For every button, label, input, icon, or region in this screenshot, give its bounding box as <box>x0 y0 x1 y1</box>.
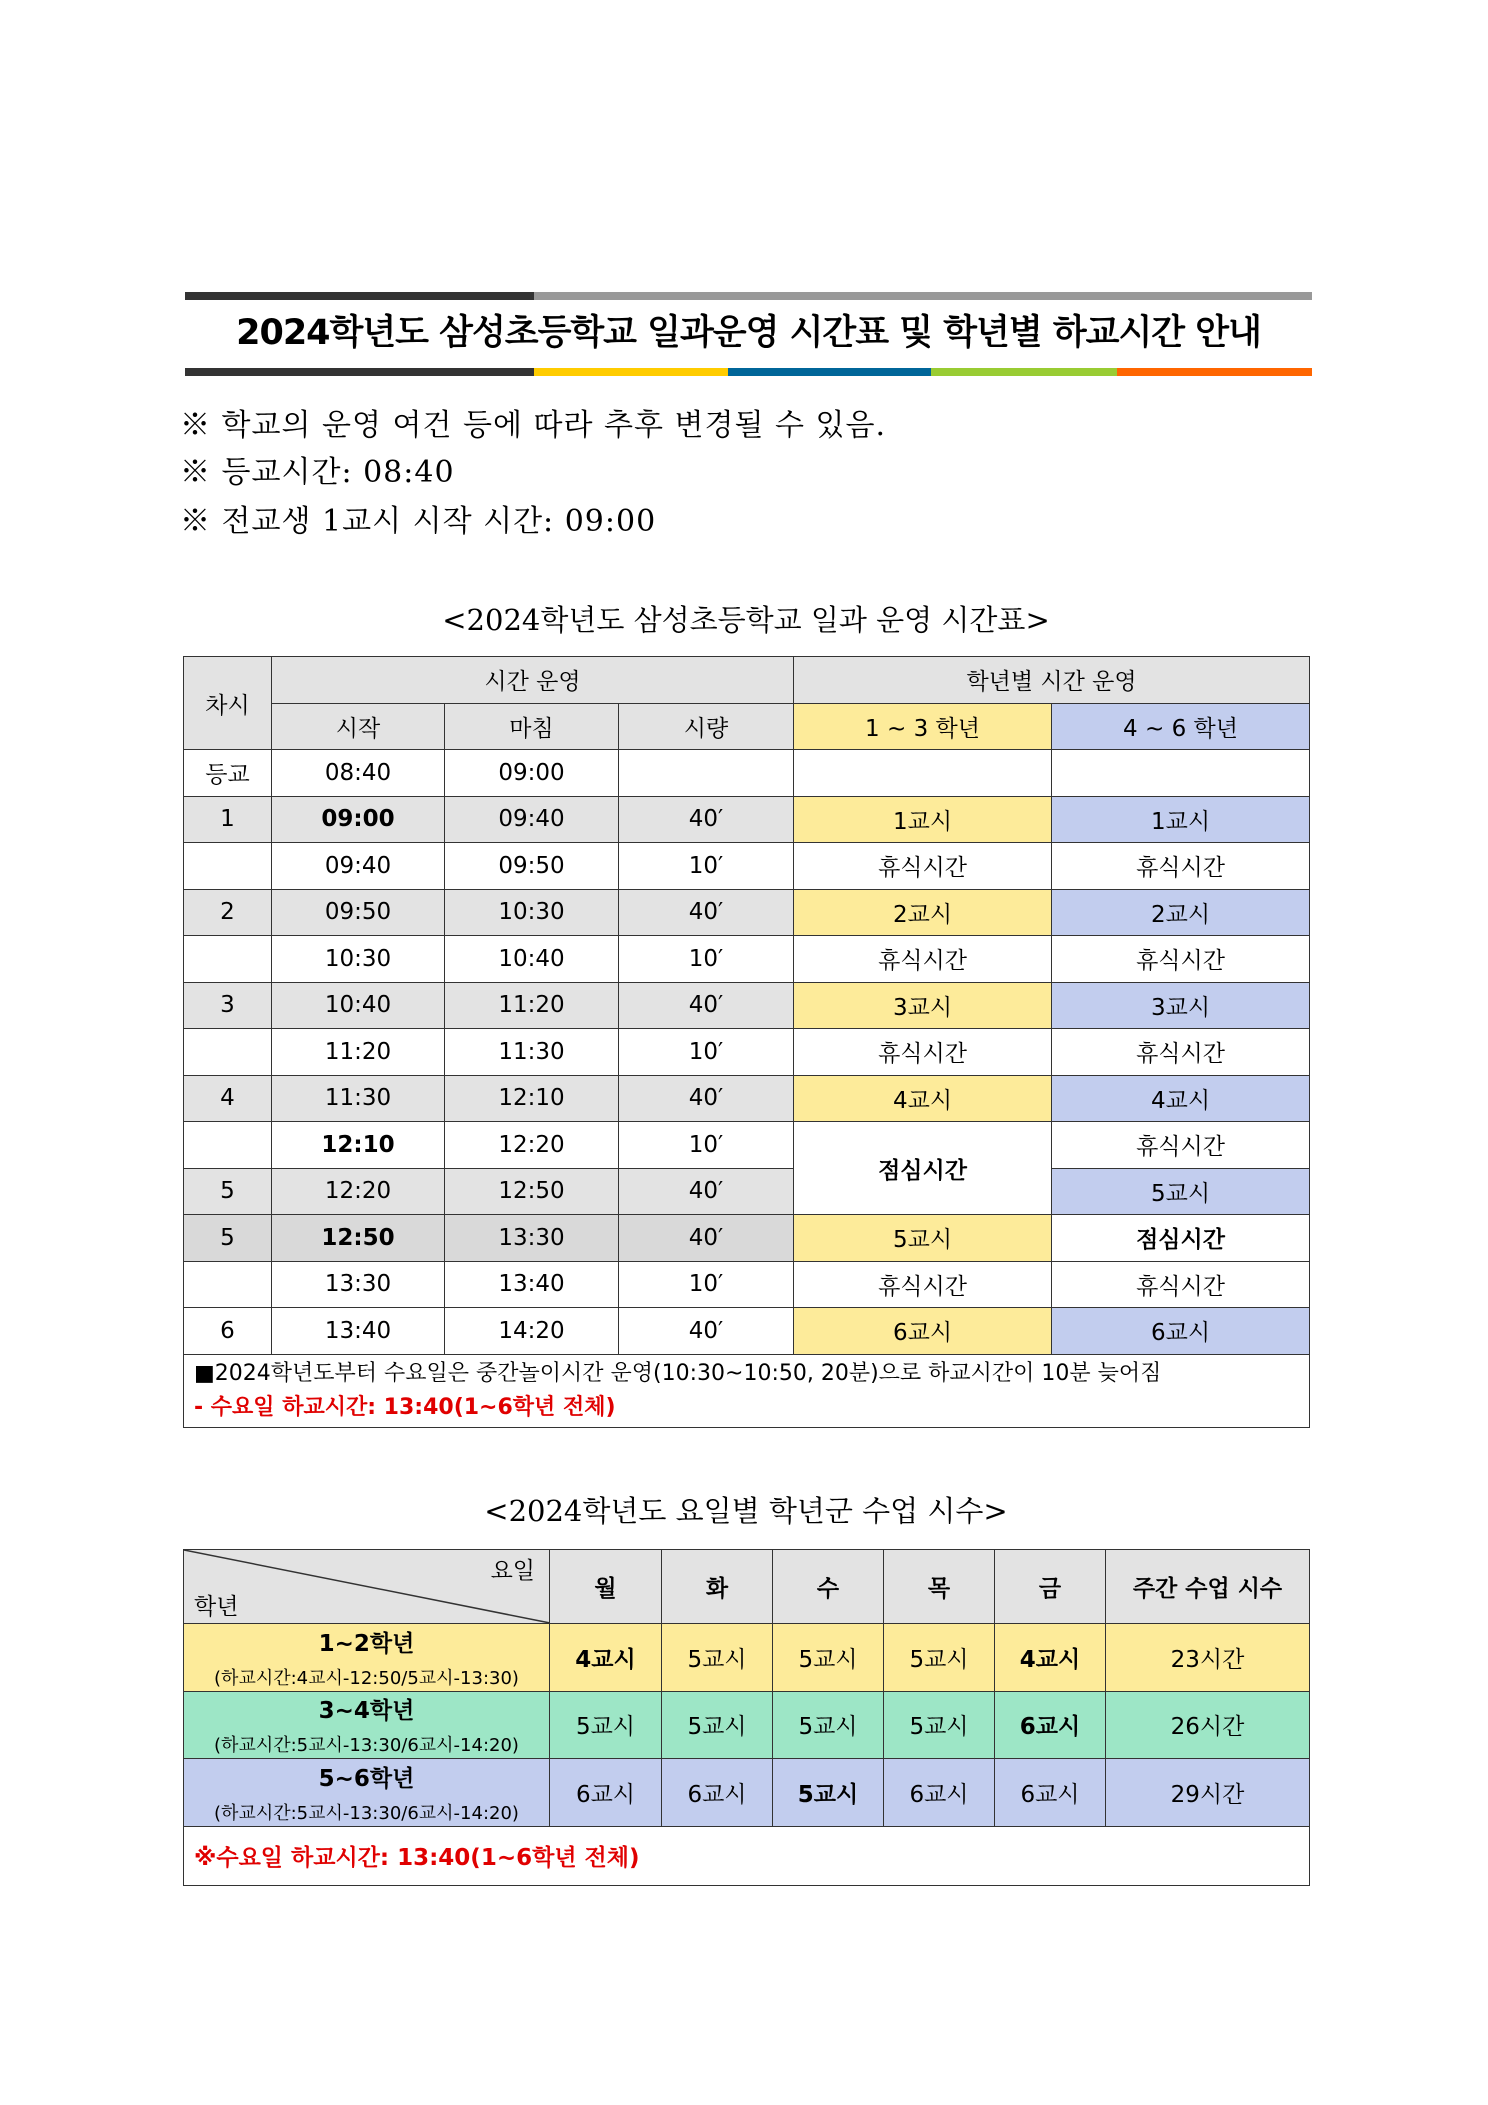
grade-1-3: 휴식시간 <box>794 843 1052 890</box>
total-hours: 23시간 <box>1106 1624 1310 1692</box>
grade-4-6 <box>1052 750 1310 797</box>
duration: 40′ <box>619 1215 794 1262</box>
header-period: 차시 <box>184 657 272 750</box>
hours-wed: 5교시 <box>773 1624 884 1692</box>
day-thu: 목 <box>884 1550 995 1624</box>
note-change: ※ 학교의 운영 여건 등에 따라 추후 변경될 수 있음. <box>180 408 886 443</box>
hours-mon: 4교시 <box>550 1624 662 1692</box>
table-row <box>184 982 1310 1029</box>
period <box>184 936 272 983</box>
start: 12:10 <box>272 1122 445 1169</box>
period <box>184 1029 272 1076</box>
bottom-bar-dark <box>185 368 534 376</box>
end: 11:20 <box>445 982 619 1029</box>
grade-cell <box>184 1759 550 1827</box>
grade-1-3: 4교시 <box>794 1075 1052 1122</box>
table-row <box>184 796 1310 843</box>
end: 13:30 <box>445 1215 619 1262</box>
end: 10:30 <box>445 889 619 936</box>
day-fri: 금 <box>995 1550 1106 1624</box>
hours-thu: 5교시 <box>884 1624 995 1692</box>
end: 09:50 <box>445 843 619 890</box>
grade-4-6: 6교시 <box>1052 1308 1310 1355</box>
duration: 40′ <box>619 1075 794 1122</box>
day-mon: 월 <box>550 1550 662 1624</box>
end: 11:30 <box>445 1029 619 1076</box>
duration: 40′ <box>619 889 794 936</box>
end: 12:10 <box>445 1075 619 1122</box>
grade-4-6: 5교시 <box>1052 1168 1310 1215</box>
start: 10:40 <box>272 982 445 1029</box>
start: 09:50 <box>272 889 445 936</box>
corner-cell <box>184 1550 550 1624</box>
duration: 40′ <box>619 1308 794 1355</box>
total-hours: 29시간 <box>1106 1759 1310 1827</box>
hours-tue: 5교시 <box>662 1691 773 1759</box>
bottom-bar-green <box>931 368 1117 376</box>
bottom-bar-blue <box>728 368 931 376</box>
hours-mon: 5교시 <box>550 1691 662 1759</box>
schedule-footnote <box>184 1354 1310 1427</box>
grade-1-3: 6교시 <box>794 1308 1052 1355</box>
dismissal-time: (하교시간:5교시-13:30/6교시-14:20) <box>214 1802 519 1824</box>
period: 6 <box>184 1308 272 1355</box>
corner-day-label: 요일 <box>490 1558 535 1584</box>
header-duration: 시량 <box>619 703 794 750</box>
end: 14:20 <box>445 1308 619 1355</box>
end: 12:50 <box>445 1168 619 1215</box>
hours-mon: 6교시 <box>550 1759 662 1827</box>
grade-4-6: 휴식시간 <box>1052 843 1310 890</box>
header-grade-op: 학년별 시간 운영 <box>794 657 1310 704</box>
start: 11:20 <box>272 1029 445 1076</box>
header-grade-4-6: 4 ~ 6 학년 <box>1052 703 1310 750</box>
start: 12:50 <box>272 1215 445 1262</box>
header-start: 시작 <box>272 703 445 750</box>
weekly-caption: <2024학년도 요일별 학년군 수업 시수> <box>484 1494 1008 1528</box>
hours-thu: 5교시 <box>884 1691 995 1759</box>
end: 10:40 <box>445 936 619 983</box>
table-row <box>184 1029 1310 1076</box>
period: 1 <box>184 796 272 843</box>
hours-fri: 6교시 <box>995 1759 1106 1827</box>
duration: 10′ <box>619 1261 794 1308</box>
table-row <box>184 936 1310 983</box>
dismissal-time: (하교시간:5교시-13:30/6교시-14:20) <box>214 1735 519 1757</box>
table-row <box>184 1168 1310 1215</box>
page-title: 2024학년도 삼성초등학교 일과운영 시간표 및 학년별 하교시간 안내 <box>236 313 1261 353</box>
grade-4-6-lunch: 점심시간 <box>1052 1215 1310 1262</box>
header-time-op: 시간 운영 <box>272 657 794 704</box>
start: 09:00 <box>272 796 445 843</box>
weekly-table <box>183 1549 1310 1886</box>
period <box>184 1122 272 1169</box>
grade-cell <box>184 1624 550 1692</box>
start: 10:30 <box>272 936 445 983</box>
corner-grade-label: 학년 <box>194 1594 239 1620</box>
grade-4-6: 휴식시간 <box>1052 1261 1310 1308</box>
hours-thu: 6교시 <box>884 1759 995 1827</box>
duration <box>619 750 794 797</box>
hours-wed: 5교시 <box>773 1691 884 1759</box>
duration: 40′ <box>619 1168 794 1215</box>
table-row <box>184 1691 1310 1759</box>
grade-4-6: 2교시 <box>1052 889 1310 936</box>
period: 2 <box>184 889 272 936</box>
hours-tue: 5교시 <box>662 1624 773 1692</box>
duration: 40′ <box>619 796 794 843</box>
grade-4-6: 휴식시간 <box>1052 936 1310 983</box>
day-tue: 화 <box>662 1550 773 1624</box>
grade-4-6: 1교시 <box>1052 796 1310 843</box>
total-header: 주간 수업 시수 <box>1106 1550 1310 1624</box>
footnote-text: ■2024학년도부터 수요일은 중간놀이시간 운영(10:30~10:50, 20분)으로 하교시간이 10분 늦어짐 <box>194 1360 1162 1386</box>
grade-1-3: 3교시 <box>794 982 1052 1029</box>
start: 12:20 <box>272 1168 445 1215</box>
end: 09:40 <box>445 796 619 843</box>
duration: 10′ <box>619 1122 794 1169</box>
grade-1-3: 1교시 <box>794 796 1052 843</box>
day-wed: 수 <box>773 1550 884 1624</box>
duration: 10′ <box>619 936 794 983</box>
start: 09:40 <box>272 843 445 890</box>
period: 5 <box>184 1168 272 1215</box>
period: 3 <box>184 982 272 1029</box>
hours-wed: 5교시 <box>773 1759 884 1827</box>
grade-4-6: 3교시 <box>1052 982 1310 1029</box>
hours-fri: 4교시 <box>995 1624 1106 1692</box>
note-arrival: ※ 등교시간: 08:40 <box>180 455 455 490</box>
grade-1-3: 5교시 <box>794 1215 1052 1262</box>
end: 12:20 <box>445 1122 619 1169</box>
table-row <box>184 1122 1310 1169</box>
grade-1-3: 휴식시간 <box>794 936 1052 983</box>
table-row <box>184 889 1310 936</box>
schedule-table <box>183 656 1310 1428</box>
dismissal-time: (하교시간:4교시-12:50/5교시-13:30) <box>214 1667 519 1689</box>
duration: 40′ <box>619 982 794 1029</box>
period <box>184 843 272 890</box>
start: 08:40 <box>272 750 445 797</box>
table-row <box>184 1215 1310 1262</box>
grade-label: 5~6학년 <box>318 1765 415 1792</box>
grade-cell <box>184 1691 550 1759</box>
start: 11:30 <box>272 1075 445 1122</box>
duration: 10′ <box>619 843 794 890</box>
note-first-period: ※ 전교생 1교시 시작 시간: 09:00 <box>180 504 657 539</box>
total-hours: 26시간 <box>1106 1691 1310 1759</box>
top-bar-dark <box>185 292 534 300</box>
grade-1-3 <box>794 750 1052 797</box>
period: 등교 <box>184 750 272 797</box>
table-row <box>184 1075 1310 1122</box>
table-row <box>184 1308 1310 1355</box>
table-row <box>184 1261 1310 1308</box>
grade-1-3: 휴식시간 <box>794 1261 1052 1308</box>
start: 13:30 <box>272 1261 445 1308</box>
bottom-bar-orange <box>1117 368 1312 376</box>
top-bar-gray <box>534 292 1312 300</box>
start: 13:40 <box>272 1308 445 1355</box>
grade-label: 1~2학년 <box>318 1630 415 1657</box>
grade-1-3: 2교시 <box>794 889 1052 936</box>
hours-fri: 6교시 <box>995 1691 1106 1759</box>
table-row <box>184 1759 1310 1827</box>
footnote-wednesday: - 수요일 하교시간: 13:40(1~6학년 전체) <box>194 1394 616 1420</box>
grade-1-3: 휴식시간 <box>794 1029 1052 1076</box>
duration: 10′ <box>619 1029 794 1076</box>
schedule-caption: <2024학년도 삼성초등학교 일과 운영 시간표> <box>442 603 1050 637</box>
hours-tue: 6교시 <box>662 1759 773 1827</box>
period: 5 <box>184 1215 272 1262</box>
table-row <box>184 843 1310 890</box>
grade-4-6: 휴식시간 <box>1052 1029 1310 1076</box>
grade-1-3-lunch: 점심시간 <box>794 1122 1052 1215</box>
grade-4-6: 휴식시간 <box>1052 1122 1310 1169</box>
period <box>184 1261 272 1308</box>
bottom-bar-yellow <box>534 368 728 376</box>
end: 13:40 <box>445 1261 619 1308</box>
end: 09:00 <box>445 750 619 797</box>
table-row <box>184 1624 1310 1692</box>
header-end: 마침 <box>445 703 619 750</box>
grade-label: 3~4학년 <box>318 1698 415 1725</box>
header-grade-1-3: 1 ~ 3 학년 <box>794 703 1052 750</box>
grade-4-6: 4교시 <box>1052 1075 1310 1122</box>
table-row <box>184 750 1310 797</box>
period: 4 <box>184 1075 272 1122</box>
weekly-footnote: ※수요일 하교시간: 13:40(1~6학년 전체) <box>184 1826 1310 1885</box>
